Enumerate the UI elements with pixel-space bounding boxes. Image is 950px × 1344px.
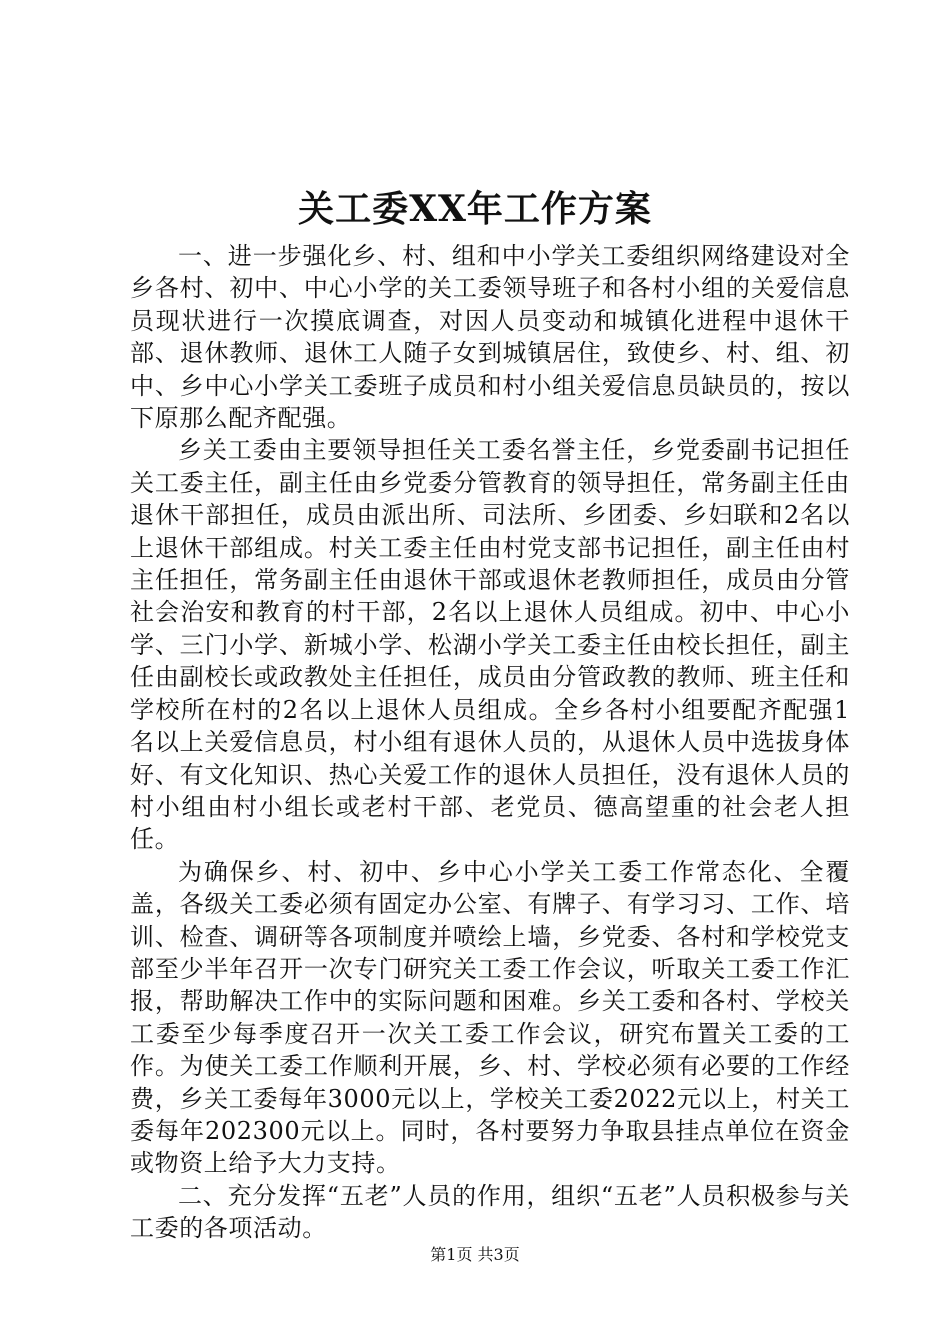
paragraph-2: 乡关工委由主要领导担任关工委名誉主任，乡党委副书记担任关工委主任，副主任由乡党委分管教育的领导担任，常务副主任由退休干部担任，成员由派出所、司法所、乡团委、乡妇联和2名以上退休干部组成。村关工委主任由村党支部书记担任，副主任由村主任担任，常务副主任由退休干部或退休老教师担任，成员由分管社会治安和教育的村干部，2名以上退休人员组成。初中、中心小学、三门小学、新城小学、松湖小学关工委主任由校长担任，副主任由副校长或政教处主任担任，成员由分管政教的教师、班主任和学校所在村的2名以上退休人员组成。全乡各村小组要配齐配强1名以上关爱信息员，村小组有退休人员的，从退休人员中选拔身体好、有文化知识、热心关爱工作的退休人员担任，没有退休人员的村小组由村小组长或老村干部、老党员、德高望重的社会老人担任。 (130, 436, 850, 854)
paragraph-3: 为确保乡、村、初中、乡中心小学关工委工作常态化、全覆盖，各级关工委必须有固定办公室、有牌子、有学习习、工作、培训、检查、调研等各项制度并喷绘上墙，乡党委、各村和学校党支部至少半年召开一次专门研究关工委工作会议，听取关工委工作汇报，帮助解决工作中的实际问题和困难。乡关工委和各村、学校关工委至少每季度召开一次关工委工作会议，研究布置关工委的工作。为使关工委工作顺利开展，乡、村、学校必须有必要的工作经费，乡关工委每年3000元以上，学校关工委2022元以上，村关工委每年202300元以上。同时，各村要努力争取县挂点单位在资金或物资上给予大力支持。 (130, 857, 850, 1178)
paragraph-1: 一、进一步强化乡、村、组和中小学关工委组织网络建设对全乡各村、初中、中心小学的关工委领导班子和各村小组的关爱信息员现状进行一次摸底调查，对因人员变动和城镇化进程中退休干部、退休教师、退休工人随子女到城镇居住，致使乡、村、组、初中、乡中心小学关工委班子成员和村小组关爱信息员缺员的，按以下原那么配齐配强。 (130, 242, 850, 433)
paragraph-4: 二、充分发挥“五老”人员的作用，组织“五老”人员积极参与关工委的各项活动。 (130, 1181, 850, 1243)
document-body (130, 240, 850, 1245)
page-footer: 第1页 共3页 (430, 1245, 520, 1264)
document-title: 关工委XX年工作方案 (298, 188, 652, 230)
